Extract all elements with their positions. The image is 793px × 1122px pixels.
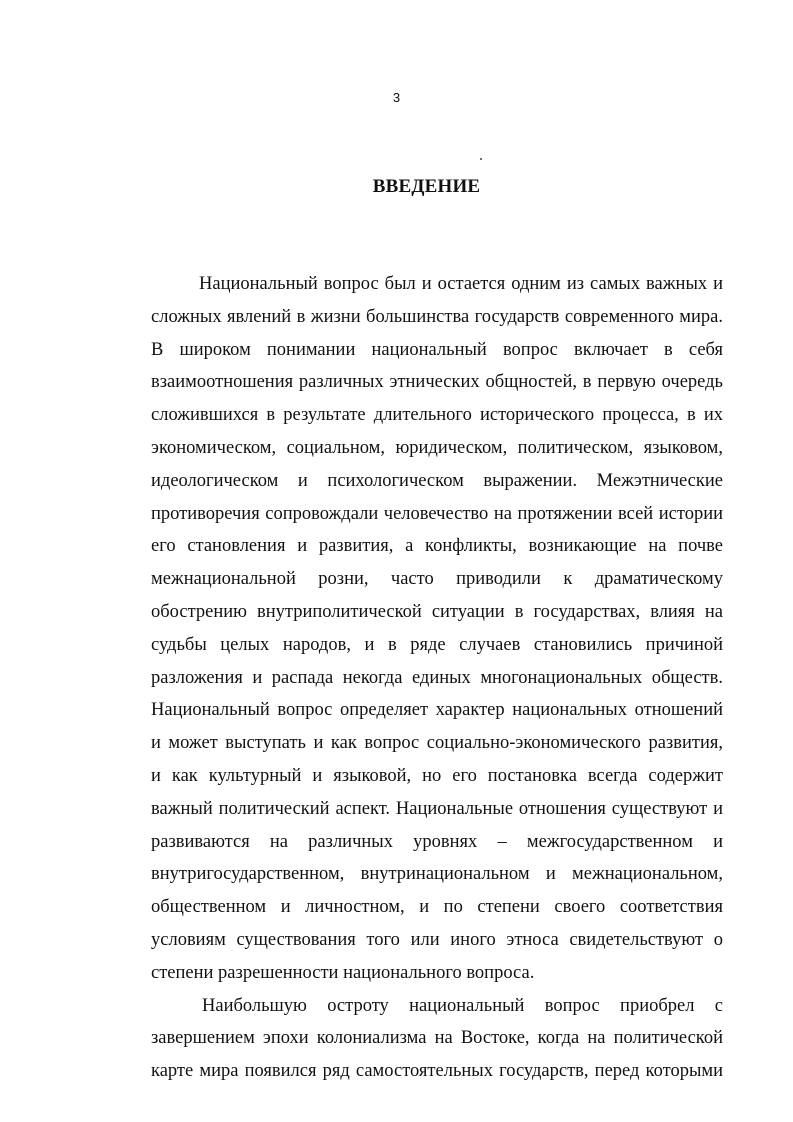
text-line: идеологическом и психологическом выражении. Межэтнические [151, 470, 723, 491]
text-line: межнациональной розни, часто приводили к драматическому [151, 569, 723, 590]
paragraph-1 [151, 268, 723, 990]
text-line: его становления и развития, а конфликты, возникающие на почве [151, 536, 723, 557]
text-line: взаимоотношения различных этнических общностей, в первую очередь [151, 372, 723, 393]
section-heading: ВВЕДЕНИЕ [372, 176, 481, 197]
text-line: завершением эпохи колониализма на Востоке, когда на политической [151, 1028, 723, 1049]
scan-speck [480, 158, 482, 160]
text-line: степени разрешенности национального вопроса. [151, 962, 535, 983]
text-line: В широком понимании национальный вопрос включает в себя [151, 339, 723, 360]
text-line: судьбы целых народов, и в ряде случаев становились причиной [151, 634, 723, 655]
text-line: и как культурный и языковой, но его постановка всегда содержит [151, 765, 723, 786]
text-line: развиваются на различных уровнях – межгосударственном и [151, 831, 723, 852]
text-line: Национальный вопрос определяет характер национальных отношений [151, 700, 723, 721]
text-line: Наибольшую остроту национальный вопрос приобрел с [202, 995, 723, 1016]
text-line: обострению внутриполитической ситуации в государствах, влияя на [151, 601, 723, 622]
text-line: Национальный вопрос был и остается одним из самых важных и [199, 274, 723, 294]
paragraph-2 [151, 990, 723, 1088]
text-line: карте мира появился ряд самостоятельных государств, перед которыми [151, 1061, 723, 1082]
text-line: общественном и личностном, и по степени своего соответствия [151, 897, 723, 918]
text-line: важный политический аспект. Национальные отношения существуют и [151, 798, 723, 819]
text-line: и может выступать и как вопрос социально-экономического развития, [151, 733, 723, 754]
text-line: внутригосударственном, внутринациональном и межнациональном, [151, 864, 723, 885]
body-text [151, 268, 723, 1088]
text-line: противоречия сопровождали человечество на протяжении всей истории [151, 503, 723, 524]
text-line: разложения и распада некогда единых многонациональных обществ. [151, 667, 723, 688]
text-line: экономическом, социальном, юридическом, политическом, языковом, [151, 437, 723, 458]
page-number: 3 [392, 90, 401, 105]
text-line: условиям существования того или иного этноса свидетельствуют о [151, 929, 723, 950]
text-line: сложившихся в результате длительного исторического процесса, в их [151, 405, 723, 426]
text-line: сложных явлений в жизни большинства государств современного мира. [151, 306, 723, 327]
